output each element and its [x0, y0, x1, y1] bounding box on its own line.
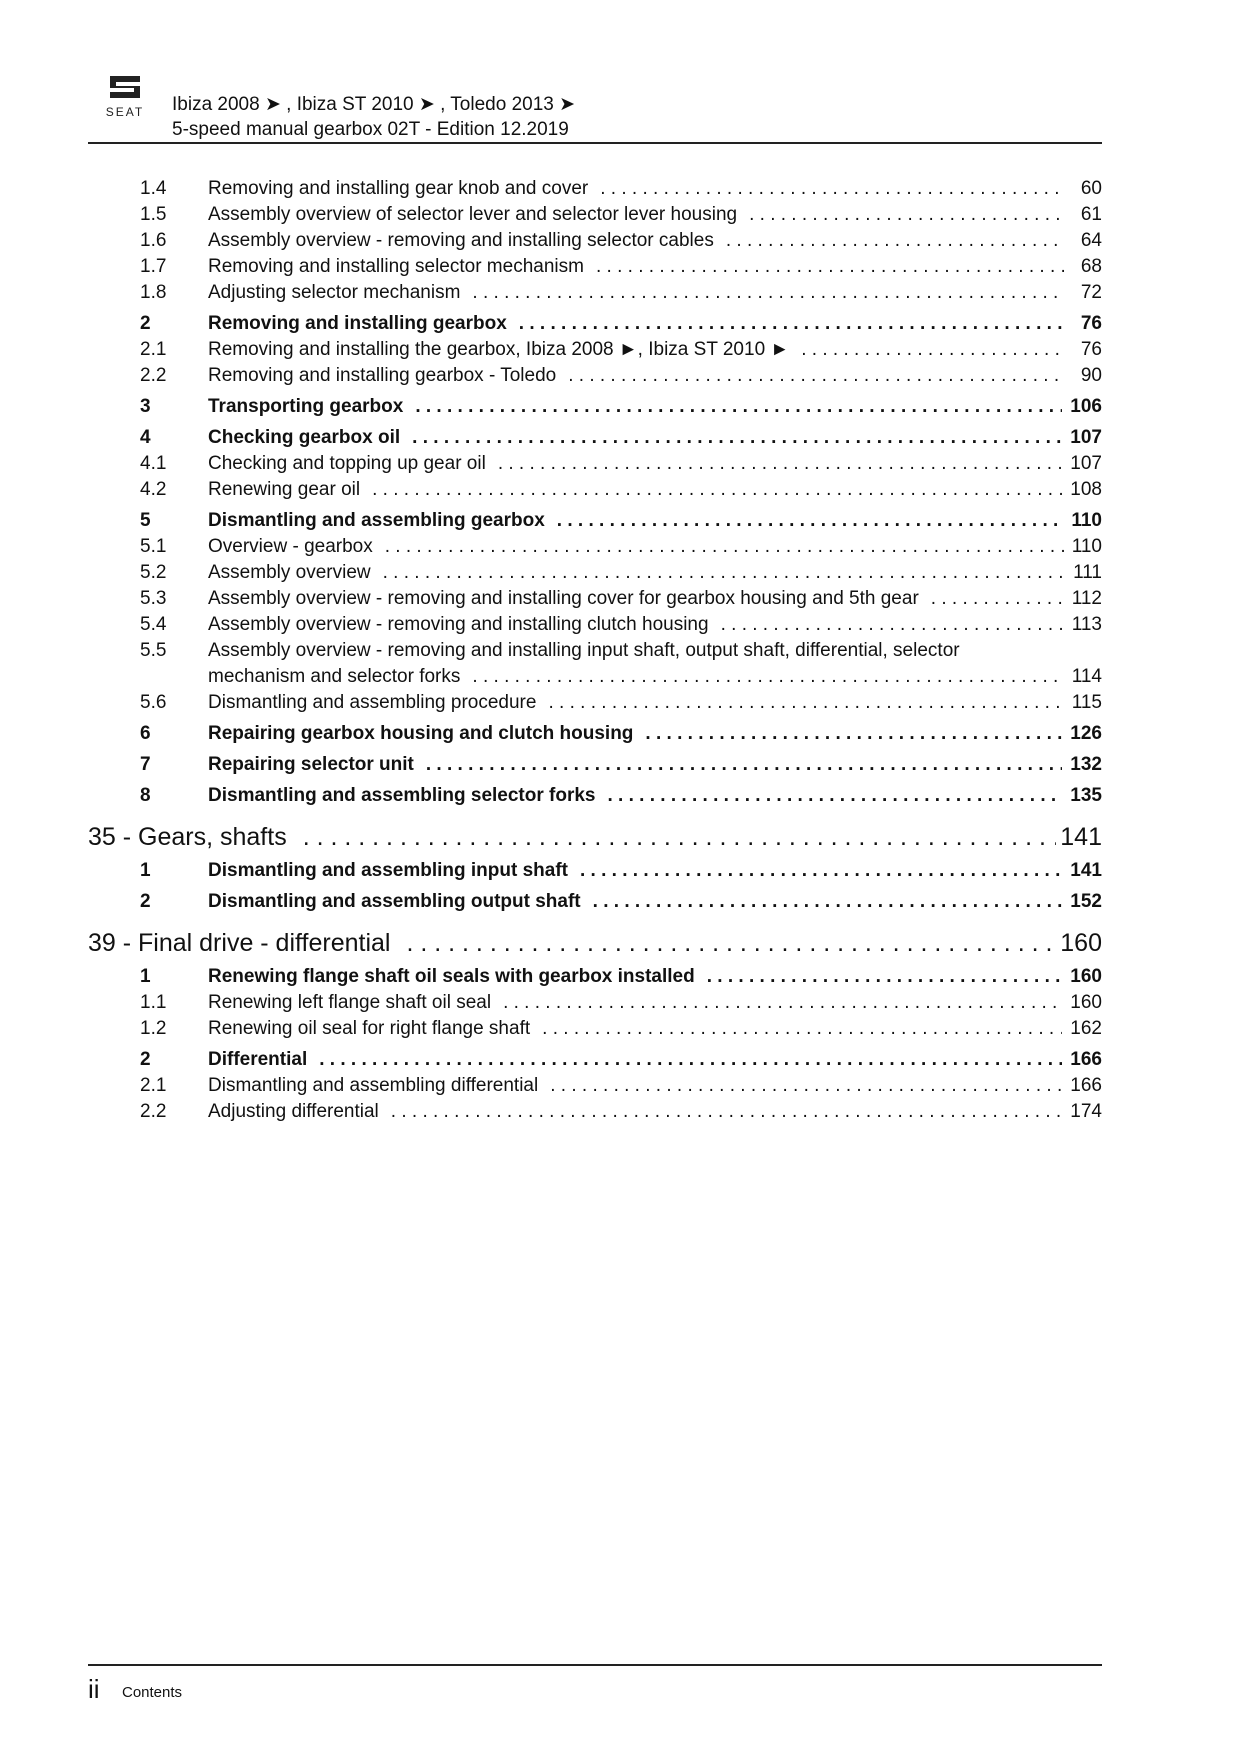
- toc-page-number: 160: [1070, 966, 1102, 987]
- dot-leader: [412, 425, 1062, 451]
- toc-entry[interactable]: [88, 451, 1102, 477]
- seat-logo-icon: [96, 74, 154, 122]
- toc-title: 35 - Gears, shafts: [88, 823, 287, 851]
- toc-page-number: 76: [1080, 339, 1102, 360]
- toc-title-group: [208, 990, 1070, 1016]
- toc-page-number: 60: [1080, 178, 1102, 199]
- page-footer: [88, 1664, 1102, 1706]
- toc-section[interactable]: [88, 394, 1102, 420]
- toc-entry[interactable]: [88, 1016, 1102, 1042]
- dot-leader: [372, 477, 1062, 503]
- toc-title: Assembly overview of selector lever and selector lever housing: [208, 204, 738, 225]
- dot-leader: [749, 202, 1064, 228]
- dot-leader: [645, 721, 1062, 747]
- toc-title-group: [208, 363, 1072, 389]
- dot-leader: [415, 394, 1062, 420]
- toc-title-group: [208, 451, 1070, 477]
- page-number: ii: [88, 1674, 100, 1704]
- toc-title-group: [208, 638, 1102, 690]
- toc-entry[interactable]: [88, 254, 1102, 280]
- toc-entry[interactable]: [88, 176, 1102, 202]
- toc-title: Dismantling and assembling procedure: [208, 692, 537, 713]
- toc-title: Renewing gear oil: [208, 479, 361, 500]
- toc-page-number: 108: [1070, 479, 1102, 500]
- toc-title-group: [208, 534, 1072, 560]
- toc-page-number: 132: [1070, 754, 1102, 775]
- toc-entry[interactable]: [88, 1099, 1102, 1125]
- toc-title-group: [208, 337, 1072, 363]
- toc-title: Dismantling and assembling selector forks: [208, 785, 596, 806]
- toc-page-number: 160: [1070, 992, 1102, 1013]
- toc-number: 1.6: [140, 230, 167, 251]
- header-title: [172, 92, 575, 142]
- toc-title-group: [208, 508, 1071, 534]
- toc-number: 2.1: [140, 339, 167, 360]
- dot-leader: [391, 1099, 1063, 1125]
- toc-page-number: 107: [1070, 427, 1102, 448]
- toc-title: Assembly overview - removing and installing cover for gearbox housing and 5th gear: [208, 588, 919, 609]
- dot-leader: [931, 586, 1064, 612]
- toc-title-group: [208, 721, 1070, 747]
- toc-page-number: 68: [1080, 256, 1102, 277]
- toc-section[interactable]: [88, 425, 1102, 451]
- toc-title-group: [208, 394, 1070, 420]
- toc-entry[interactable]: [88, 280, 1102, 306]
- toc-title-group: [208, 783, 1070, 809]
- toc-title: Differential: [208, 1049, 308, 1070]
- dot-leader: [319, 1047, 1062, 1073]
- toc-page-number: 152: [1070, 891, 1102, 912]
- toc-title: Assembly overview - removing and installing selector cables: [208, 230, 714, 251]
- toc-title-line2: [208, 664, 1102, 690]
- toc-title: Dismantling and assembling input shaft: [208, 860, 568, 881]
- toc-page-number: 111: [1073, 562, 1102, 583]
- toc-page-number: 90: [1080, 365, 1102, 386]
- toc-entry[interactable]: [88, 1073, 1102, 1099]
- toc-title: Removing and installing selector mechanism: [208, 256, 584, 277]
- toc-number: 2.2: [140, 365, 167, 386]
- dot-leader: [721, 612, 1064, 638]
- toc-number: 4: [140, 427, 151, 448]
- toc-title-group: [208, 752, 1070, 778]
- toc-title-group: [208, 690, 1072, 716]
- dot-leader: [726, 228, 1064, 254]
- toc-title: Overview - gearbox: [208, 536, 373, 557]
- toc-page-number: 106: [1070, 396, 1102, 417]
- toc-title: Dismantling and assembling gearbox: [208, 510, 545, 531]
- dot-leader: [548, 690, 1063, 716]
- toc-section[interactable]: [88, 889, 1102, 915]
- toc-section[interactable]: [88, 721, 1102, 747]
- toc-title: Renewing left flange shaft oil seal: [208, 992, 492, 1013]
- toc-title-group: [208, 586, 1072, 612]
- toc-number: 1.1: [140, 992, 167, 1013]
- dot-leader: [596, 254, 1064, 280]
- toc-number: 1.2: [140, 1018, 167, 1039]
- dot-leader: [406, 927, 1056, 959]
- toc-entry[interactable]: [88, 363, 1102, 389]
- toc-title: Renewing oil seal for right flange shaft: [208, 1018, 531, 1039]
- header-edition: 5-speed manual gearbox 02T - Edition 12.2019: [172, 119, 569, 140]
- toc-title: Removing and installing the gearbox, Ibiza 2008 ►, Ibiza ST 2010 ►: [208, 339, 790, 360]
- toc-entry[interactable]: [88, 612, 1102, 638]
- toc-page-number: 114: [1071, 666, 1102, 687]
- toc-page-number: 141: [1070, 860, 1102, 881]
- toc-title: Removing and installing gearbox: [208, 313, 507, 334]
- dot-leader: [600, 176, 1064, 202]
- toc-entry[interactable]: [88, 477, 1102, 503]
- dot-leader: [557, 508, 1064, 534]
- toc-number: 5.1: [140, 536, 167, 557]
- dot-leader: [801, 337, 1064, 363]
- toc-title: Transporting gearbox: [208, 396, 404, 417]
- dot-leader: [385, 534, 1064, 560]
- toc-entry[interactable]: [88, 586, 1102, 612]
- toc-title-group: [208, 228, 1072, 254]
- toc-page-number: 112: [1071, 588, 1102, 609]
- toc-entry[interactable]: [88, 690, 1102, 716]
- dot-leader: [707, 964, 1063, 990]
- toc-title: Adjusting differential: [208, 1101, 379, 1122]
- toc-chapter[interactable]: [88, 821, 1102, 853]
- toc-title-group: [208, 280, 1072, 306]
- toc-number: 1.8: [140, 282, 167, 303]
- dot-leader: [498, 451, 1062, 477]
- toc-page-number: 126: [1070, 723, 1102, 744]
- toc-title: Renewing flange shaft oil seals with gearbox installed: [208, 966, 695, 987]
- table-of-contents: [88, 176, 1102, 1125]
- toc-title: Dismantling and assembling differential: [208, 1075, 539, 1096]
- toc-page-number: 113: [1071, 614, 1102, 635]
- toc-title: Assembly overview - removing and installing clutch housing: [208, 614, 709, 635]
- dot-leader: [580, 858, 1062, 884]
- toc-title-group: [208, 1073, 1070, 1099]
- toc-title: Checking and topping up gear oil: [208, 453, 486, 474]
- toc-entry[interactable]: [88, 638, 1102, 690]
- toc-title-group: [208, 560, 1072, 586]
- footer-label: Contents: [122, 1684, 183, 1701]
- toc-section[interactable]: [88, 752, 1102, 778]
- header-models: Ibiza 2008 ➤ , Ibiza ST 2010 ➤ , Toledo 2013 ➤: [172, 94, 576, 115]
- toc-page-number: 107: [1070, 453, 1102, 474]
- toc-entry[interactable]: [88, 534, 1102, 560]
- dot-leader: [608, 783, 1063, 809]
- toc-section[interactable]: [88, 858, 1102, 884]
- toc-section[interactable]: [88, 311, 1102, 337]
- toc-section[interactable]: [88, 508, 1102, 534]
- dot-leader: [568, 363, 1064, 389]
- page-header: [88, 72, 1102, 144]
- toc-title-group: [208, 889, 1070, 915]
- toc-title-group: [208, 254, 1072, 280]
- toc-number: 6: [140, 723, 151, 744]
- toc-page-number: 141: [1060, 823, 1102, 851]
- toc-title-group: [208, 176, 1072, 202]
- toc-number: 5.5: [140, 640, 167, 661]
- toc-number: 8: [140, 785, 151, 806]
- toc-title: Assembly overview: [208, 562, 371, 583]
- toc-title: Assembly overview - removing and installing input shaft, output shaft, differential, selector: [208, 640, 960, 661]
- toc-title-group: [88, 927, 1060, 959]
- dot-leader: [519, 311, 1064, 337]
- toc-title-group: [88, 821, 1060, 853]
- toc-page-number: 135: [1070, 785, 1102, 806]
- toc-number: 3: [140, 396, 151, 417]
- toc-page-number: 166: [1070, 1049, 1102, 1070]
- toc-section[interactable]: [88, 1047, 1102, 1073]
- toc-number: 1.5: [140, 204, 167, 225]
- toc-title: 39 - Final drive - differential: [88, 929, 391, 957]
- toc-number: 5.2: [140, 562, 167, 583]
- toc-page-number: 162: [1070, 1018, 1102, 1039]
- toc-title-group: [208, 858, 1070, 884]
- toc-title-continued: mechanism and selector forks: [208, 666, 461, 687]
- toc-number: 5.3: [140, 588, 167, 609]
- toc-title: Checking gearbox oil: [208, 427, 401, 448]
- toc-title-group: [208, 311, 1072, 337]
- dot-leader: [383, 560, 1064, 586]
- toc-title: Adjusting selector mechanism: [208, 282, 461, 303]
- toc-number: 1.7: [140, 256, 167, 277]
- toc-title: Repairing selector unit: [208, 754, 414, 775]
- toc-page-number: 110: [1071, 510, 1102, 531]
- dot-leader: [472, 664, 1063, 690]
- toc-number: 2.1: [140, 1075, 167, 1096]
- toc-title: Repairing gearbox housing and clutch housing: [208, 723, 634, 744]
- dot-leader: [593, 889, 1063, 915]
- toc-number: 5: [140, 510, 151, 531]
- toc-entry[interactable]: [88, 337, 1102, 363]
- toc-title-group: [208, 612, 1072, 638]
- toc-page-number: 166: [1070, 1075, 1102, 1096]
- toc-entry[interactable]: [88, 990, 1102, 1016]
- toc-title-group: [208, 964, 1070, 990]
- dot-leader: [503, 990, 1062, 1016]
- toc-section[interactable]: [88, 964, 1102, 990]
- toc-number: 2: [140, 891, 151, 912]
- toc-number: 7: [140, 754, 151, 775]
- toc-number: 2: [140, 313, 151, 334]
- toc-entry[interactable]: [88, 202, 1102, 228]
- dot-leader: [426, 752, 1062, 778]
- dot-leader: [472, 280, 1064, 306]
- toc-entry[interactable]: [88, 228, 1102, 254]
- toc-title: Dismantling and assembling output shaft: [208, 891, 581, 912]
- toc-number: 1.4: [140, 178, 167, 199]
- toc-page-number: 64: [1080, 230, 1102, 251]
- toc-page-number: 115: [1071, 692, 1102, 713]
- toc-page-number: 61: [1080, 204, 1102, 225]
- toc-title-group: [208, 1016, 1070, 1042]
- toc-chapter[interactable]: [88, 927, 1102, 959]
- toc-title-group: [208, 1099, 1070, 1125]
- dot-leader: [550, 1073, 1062, 1099]
- toc-title-group: [208, 202, 1072, 228]
- toc-number: 5.6: [140, 692, 167, 713]
- toc-number: 5.4: [140, 614, 167, 635]
- dot-leader: [303, 821, 1057, 853]
- logo-text: SEAT: [105, 105, 145, 119]
- toc-title-group: [208, 477, 1070, 503]
- toc-page-number: 76: [1080, 313, 1102, 334]
- toc-page-number: 110: [1071, 536, 1102, 557]
- toc-entry[interactable]: [88, 560, 1102, 586]
- toc-number: 1: [140, 860, 151, 881]
- toc-number: 4.1: [140, 453, 167, 474]
- toc-title: Removing and installing gearbox - Toledo: [208, 365, 557, 386]
- toc-page-number: 160: [1060, 929, 1102, 957]
- toc-number: 1: [140, 966, 151, 987]
- toc-title-group: [208, 1047, 1070, 1073]
- toc-page-number: 72: [1080, 282, 1102, 303]
- toc-section[interactable]: [88, 783, 1102, 809]
- toc-number: 2: [140, 1049, 151, 1070]
- toc-title: Removing and installing gear knob and cover: [208, 178, 589, 199]
- toc-title-group: [208, 425, 1070, 451]
- toc-page-number: 174: [1070, 1101, 1102, 1122]
- toc-number: 2.2: [140, 1101, 167, 1122]
- dot-leader: [542, 1016, 1062, 1042]
- toc-number: 4.2: [140, 479, 167, 500]
